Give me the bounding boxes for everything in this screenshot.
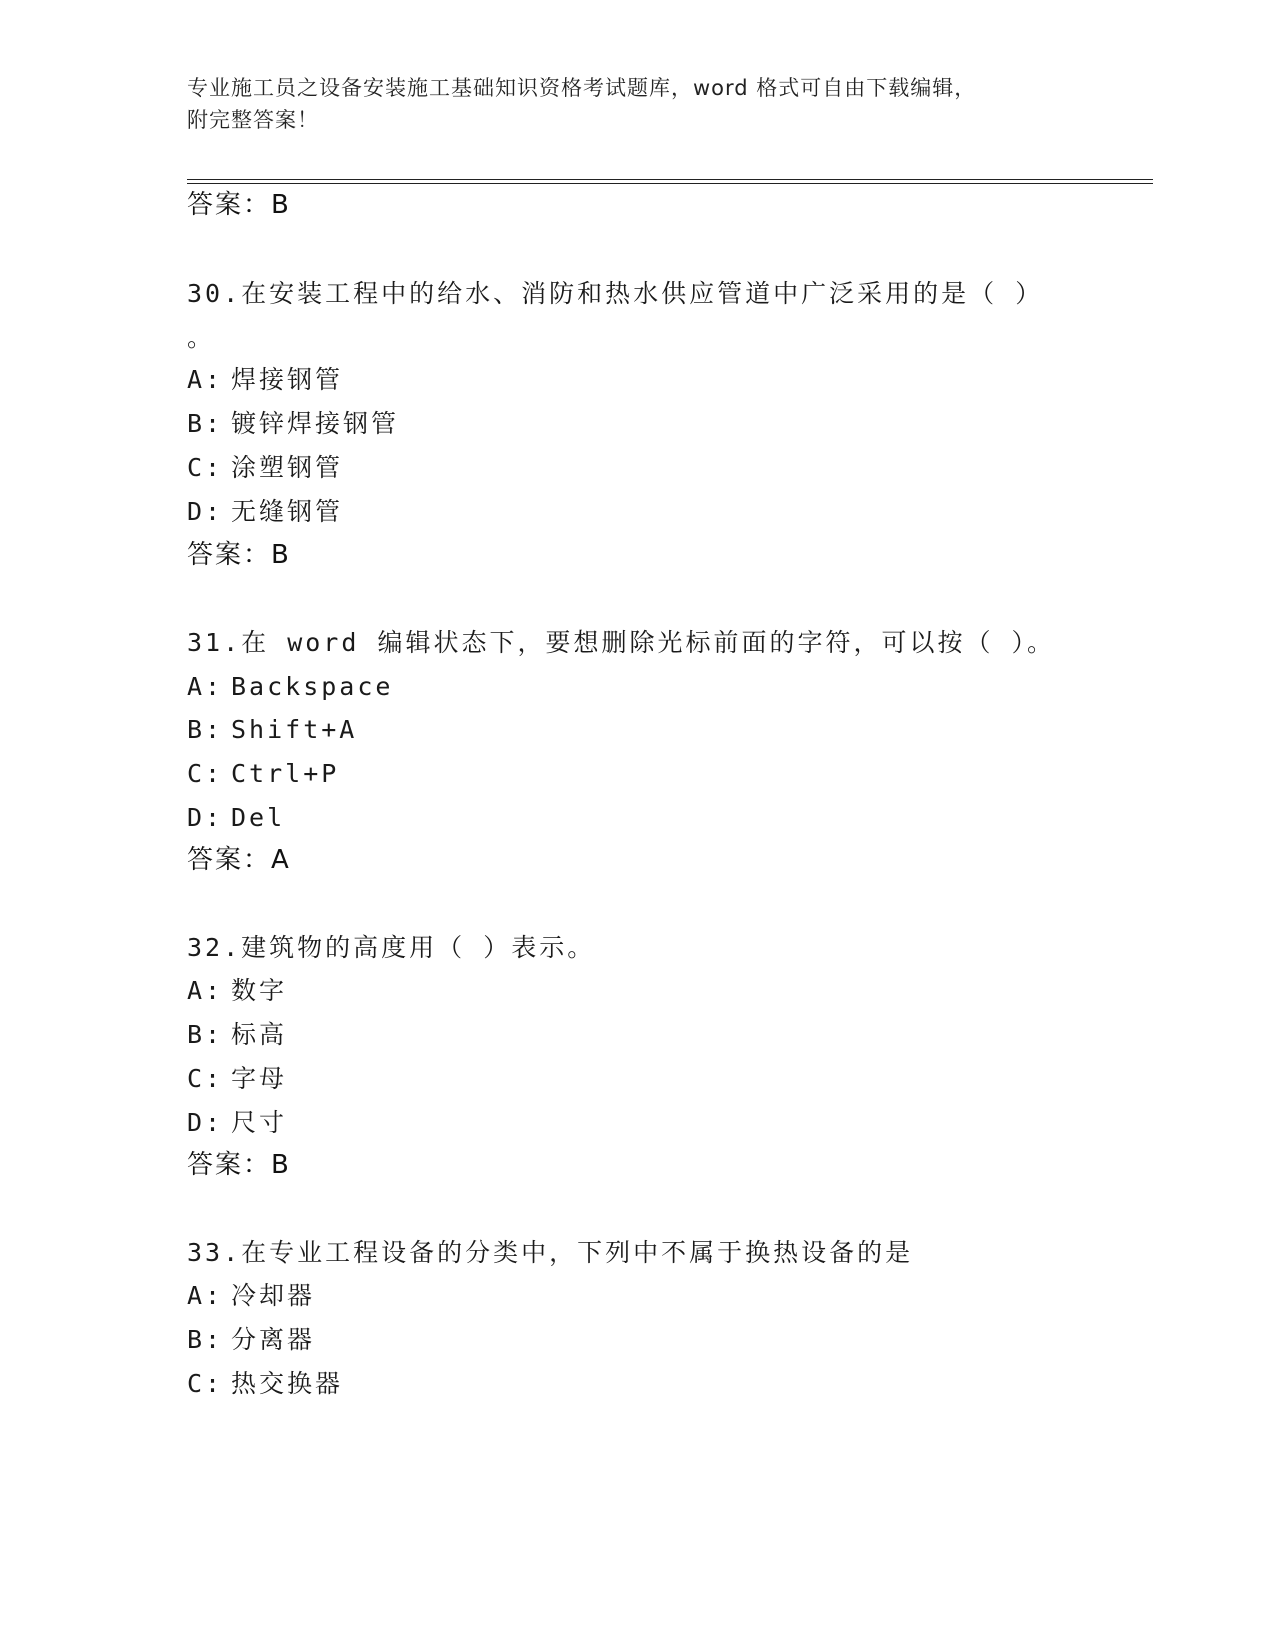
option-key: D: bbox=[187, 497, 224, 526]
option-key: C: bbox=[187, 453, 224, 482]
option-text: Ctrl+P bbox=[231, 759, 340, 788]
option-33-c bbox=[187, 1369, 343, 1399]
header-line-1: 专业施工员之设备安装施工基础知识资格考试题库，word 格式可自由下载编辑， bbox=[187, 76, 977, 100]
question-33: 33.在专业工程设备的分类中，下列中不属于换热设备的是 bbox=[187, 1238, 914, 1267]
option-key: A: bbox=[187, 365, 224, 394]
option-key: D: bbox=[187, 1108, 224, 1137]
option-text: 数字 bbox=[231, 976, 288, 1005]
option-32-a bbox=[187, 976, 287, 1006]
option-key: A: bbox=[187, 672, 224, 701]
option-30-b bbox=[187, 409, 399, 439]
header-divider-top bbox=[187, 179, 1153, 180]
header-line-2: 附完整答案！ bbox=[187, 108, 319, 132]
option-key: A: bbox=[187, 1281, 224, 1310]
answer-32: 答案：B bbox=[187, 1150, 291, 1180]
option-text: 标高 bbox=[231, 1020, 288, 1049]
option-32-d bbox=[187, 1108, 287, 1138]
option-30-d bbox=[187, 497, 343, 527]
option-key: B: bbox=[187, 715, 224, 744]
option-text: 涂塑钢管 bbox=[231, 453, 344, 482]
question-32: 32.建筑物的高度用（ ）表示。 bbox=[187, 933, 596, 962]
question-31: 31.在 word 编辑状态下，要想删除光标前面的字符，可以按（ ）。 bbox=[187, 628, 1056, 657]
option-31-d bbox=[187, 803, 285, 833]
option-31-b bbox=[187, 715, 357, 745]
option-key: C: bbox=[187, 759, 224, 788]
option-text: 镀锌焊接钢管 bbox=[231, 409, 400, 438]
option-text: 无缝钢管 bbox=[231, 497, 344, 526]
option-31-a bbox=[187, 672, 393, 702]
option-30-c bbox=[187, 453, 343, 483]
answer-31: 答案：A bbox=[187, 845, 291, 875]
document-header bbox=[187, 72, 1067, 136]
option-33-b bbox=[187, 1325, 315, 1355]
option-30-a bbox=[187, 365, 343, 395]
option-key: A: bbox=[187, 976, 224, 1005]
option-key: B: bbox=[187, 1020, 224, 1049]
option-key: D: bbox=[187, 803, 224, 832]
option-text: Backspace bbox=[231, 672, 394, 701]
answer-30: 答案：B bbox=[187, 540, 291, 570]
option-text: 焊接钢管 bbox=[231, 365, 344, 394]
option-text: 冷却器 bbox=[231, 1281, 316, 1310]
option-32-c bbox=[187, 1064, 287, 1094]
answer-29: 答案：B bbox=[187, 190, 291, 220]
question-30-continuation: 。 bbox=[187, 323, 216, 352]
option-key: C: bbox=[187, 1369, 224, 1398]
option-text: Del bbox=[231, 803, 286, 832]
option-text: 尺寸 bbox=[231, 1108, 288, 1137]
option-key: B: bbox=[187, 1325, 224, 1354]
option-text: 热交换器 bbox=[231, 1369, 344, 1398]
option-31-c bbox=[187, 759, 339, 789]
option-key: B: bbox=[187, 409, 224, 438]
header-divider-bottom bbox=[187, 183, 1153, 184]
option-text: 分离器 bbox=[231, 1325, 316, 1354]
option-text: Shift+A bbox=[231, 715, 358, 744]
option-key: C: bbox=[187, 1064, 224, 1093]
option-text: 字母 bbox=[231, 1064, 288, 1093]
option-32-b bbox=[187, 1020, 287, 1050]
option-33-a bbox=[187, 1281, 315, 1311]
question-30: 30.在安装工程中的给水、消防和热水供应管道中广泛采用的是（ ） bbox=[187, 279, 1044, 308]
